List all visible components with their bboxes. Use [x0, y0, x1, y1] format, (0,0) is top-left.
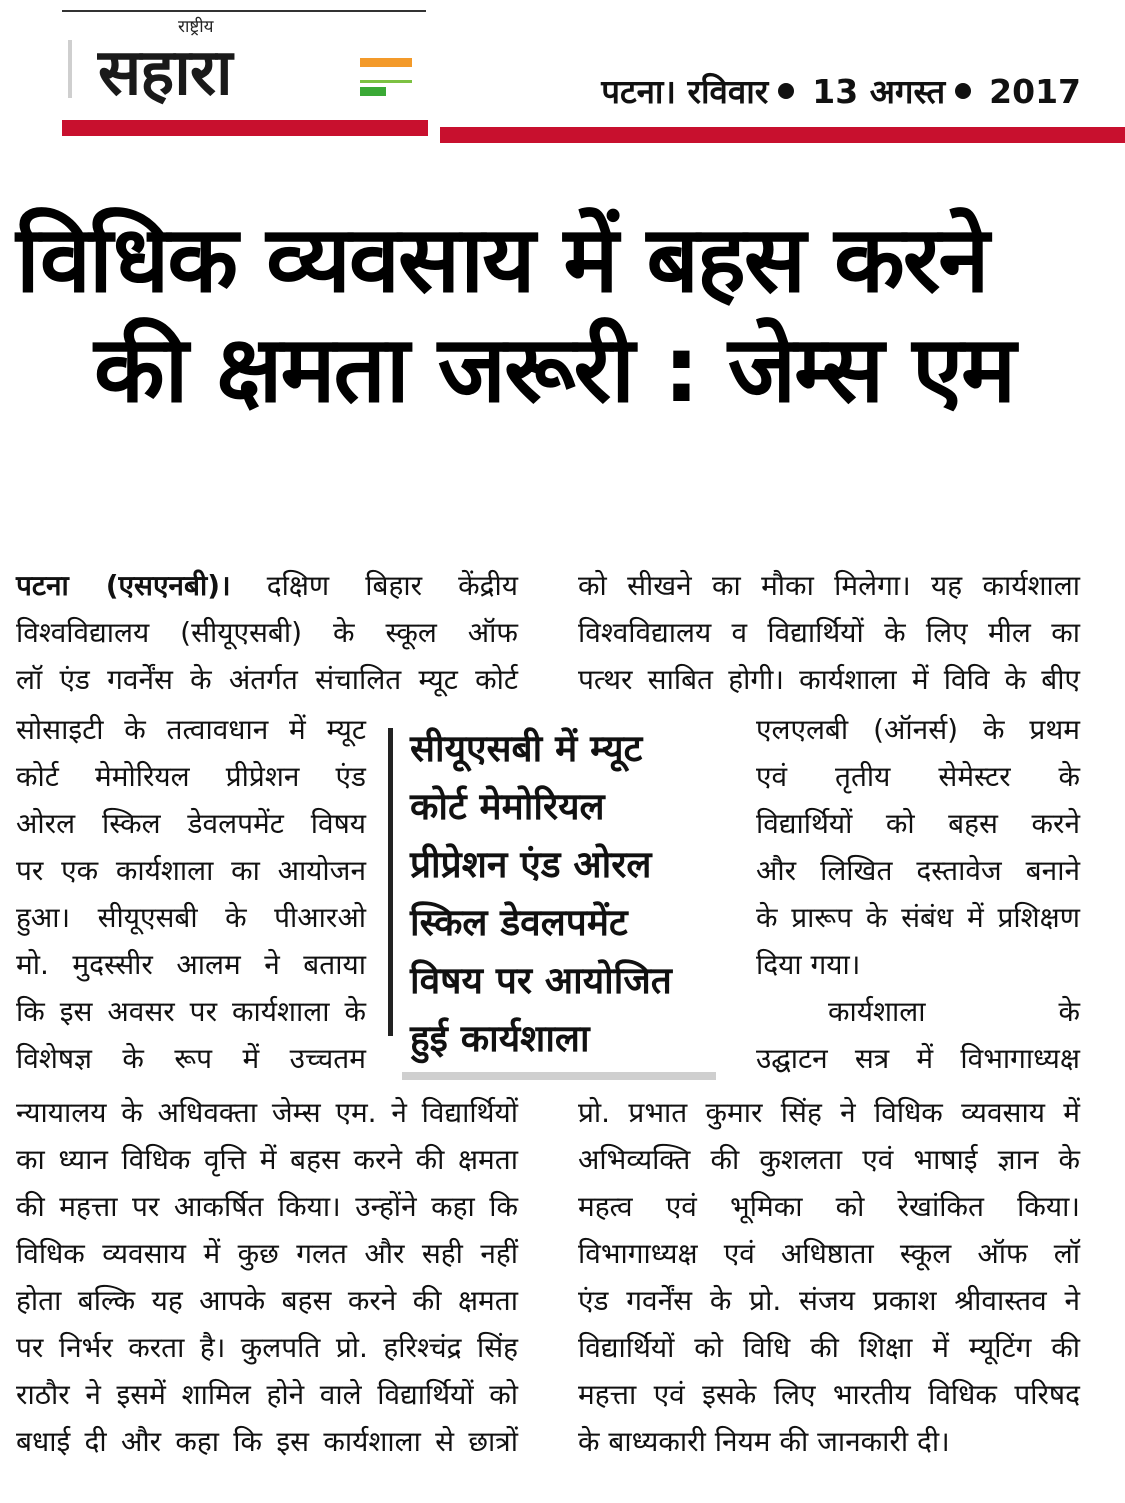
article-line: लॉ एंड गवर्नेंस के अंतर्गत संचालित म्यूट कोर्ट	[16, 663, 518, 696]
article-headline	[16, 205, 1116, 425]
article-line: प्रो. प्रभात कुमार सिंह ने विधिक व्यवसाय में	[578, 1096, 1080, 1129]
article-line: एंड गवर्नेंस के प्रो. संजय प्रकाश श्रीवास्तव ने	[578, 1284, 1080, 1317]
article-line: होता बल्कि यह आपके बहस करने की क्षमता	[16, 1284, 518, 1317]
article-line: एलएलबी (ऑनर्स) के प्रथम	[756, 713, 1080, 746]
article-line: पत्थर साबित होगी। कार्यशाला में विवि के बीए	[578, 663, 1080, 696]
article-line: दक्षिण बिहार केंद्रीय	[230, 569, 518, 602]
headline-line: की क्षमता जरूरी : जेम्स एम	[94, 316, 1015, 423]
edition-day: रविवार	[687, 72, 769, 111]
article-line: दिया गया।	[756, 948, 861, 981]
masthead-red-band-left	[62, 120, 428, 136]
article-line: विश्वविद्यालय (सीयूएसबी) के स्कूल ऑफ	[16, 616, 518, 649]
article-line: विशेषज्ञ के रूप में उच्चतम	[16, 1042, 366, 1075]
edition-city: पटना	[601, 72, 664, 111]
article-column-top-right	[578, 562, 1080, 703]
edition-date: 13 अगस्त	[812, 72, 946, 111]
article-column-bottom-left	[16, 1089, 518, 1465]
newspaper-logo: सहारा	[98, 36, 232, 110]
article-line: को सीखने का मौका मिलेगा। यह कार्यशाला	[578, 569, 1080, 602]
masthead-top-rule	[62, 10, 426, 12]
pullquote-line: हुई कार्यशाला	[410, 1017, 590, 1060]
article-line: का ध्यान विधिक वृत्ति में बहस करने की क्षमता	[16, 1143, 518, 1176]
article-line: एवं तृतीय सेमेस्टर के	[756, 760, 1080, 793]
headline-line: विधिक व्यवसाय में बहस करने	[16, 206, 988, 313]
article-line: न्यायालय के अधिवक्ता जेम्स एम. ने विद्यार्थियों	[16, 1096, 518, 1129]
article-dateline: पटना (एसएनबी)।	[16, 569, 231, 602]
article-line: मो. मुदस्सीर आलम ने बताया	[16, 948, 366, 981]
article-line: विश्वविद्यालय व विद्यार्थियों के लिए मील का	[578, 616, 1080, 649]
dateline-separator: ।	[663, 72, 676, 111]
edition-dateline	[601, 68, 1081, 113]
article-line: बधाई दी और कहा कि इस कार्यशाला से छात्रों	[16, 1425, 518, 1458]
masthead-red-band-right	[440, 127, 1125, 143]
article-line: विद्यार्थियों को विधि की शिक्षा में म्यूटिंग की	[578, 1331, 1080, 1364]
article-line: कोर्ट मेमोरियल प्रीप्रेशन एंड	[16, 760, 366, 793]
article-line: पर निर्भर करता है। कुलपति प्रो. हरिश्चंद्र सिंह	[16, 1331, 518, 1364]
article-line: राठौर ने इसमें शामिल होने वाले विद्यार्थियों को	[16, 1378, 518, 1411]
article-line: कार्यशाला के	[828, 995, 1080, 1028]
article-line: अभिव्यक्ति की कुशलता एवं भाषाई ज्ञान के	[578, 1143, 1080, 1176]
article-line: महत्व एवं भूमिका को रेखांकित किया।	[578, 1190, 1080, 1223]
article-line: विभागाध्यक्ष एवं अधिष्ठाता स्कूल ऑफ लॉ	[578, 1237, 1080, 1270]
article-line: कि इस अवसर पर कार्यशाला के	[16, 995, 366, 1028]
article-line: और लिखित दस्तावेज बनाने	[756, 854, 1080, 887]
bullet-icon	[955, 83, 971, 99]
pullquote	[410, 720, 740, 1068]
article-line: सोसाइटी के तत्वावधान में म्यूट	[16, 713, 366, 746]
article-line: हुआ। सीयूएसबी के पीआरओ	[16, 901, 366, 934]
logo-subtitle: राष्ट्रीय	[178, 17, 214, 37]
bullet-icon	[778, 83, 794, 99]
article-line: ओरल स्किल डेवलपमेंट विषय	[16, 807, 366, 840]
article-column-mid-right	[756, 706, 1080, 1082]
pullquote-underline	[402, 1072, 716, 1080]
article-column-mid-left	[16, 706, 366, 1082]
edition-year: 2017	[989, 72, 1081, 111]
pullquote-line: कोर्ट मेमोरियल	[410, 785, 605, 828]
pullquote-line: प्रीप्रेशन एंड ओरल	[410, 843, 652, 886]
article-line: के प्रारूप के संबंध में प्रशिक्षण	[756, 901, 1080, 934]
article-line: की महत्ता पर आकर्षित किया। उन्होंने कहा कि	[16, 1190, 518, 1223]
article-line: पर एक कार्यशाला का आयोजन	[16, 854, 366, 887]
logo-divider	[68, 40, 72, 98]
article-column-bottom-right	[578, 1089, 1080, 1465]
article-line: के बाध्यकारी नियम की जानकारी दी।	[578, 1425, 950, 1458]
pullquote-line: सीयूएसबी में म्यूट	[410, 727, 643, 770]
pullquote-line: स्किल डेवलपमेंट	[410, 901, 628, 944]
tricolor-flag-icon	[360, 58, 412, 96]
pullquote-rule	[388, 728, 393, 1036]
article-line: उद्घाटन सत्र में विभागाध्यक्ष	[756, 1042, 1080, 1075]
article-line: विद्यार्थियों को बहस करने	[756, 807, 1080, 840]
article-column-top-left	[16, 562, 518, 703]
pullquote-line: विषय पर आयोजित	[410, 959, 672, 1002]
article-line: महत्ता एवं इसके लिए भारतीय विधिक परिषद	[578, 1378, 1080, 1411]
article-line: विधिक व्यवसाय में कुछ गलत और सही नहीं	[16, 1237, 518, 1270]
